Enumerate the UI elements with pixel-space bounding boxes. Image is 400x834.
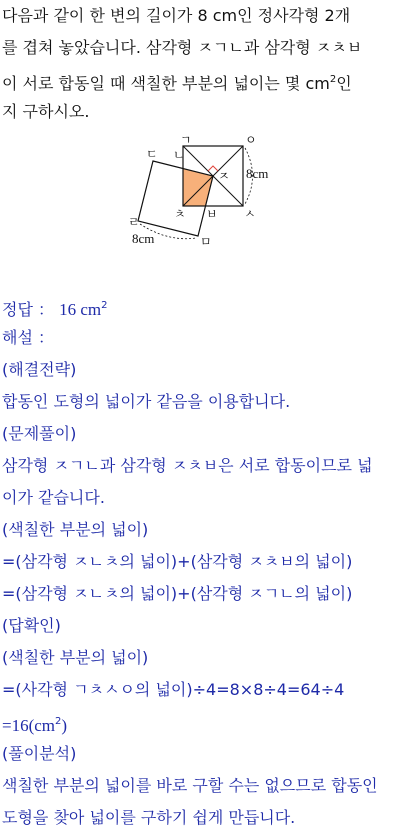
strategy-heading: (해결전략) bbox=[2, 360, 77, 379]
label-jieut: ㅈ bbox=[218, 169, 230, 183]
solution-section bbox=[2, 290, 398, 834]
equation-line-1: =(삼각형 ㅈㄴㅊ의 넓이)+(삼각형 ㅈㅊㅂ의 넓이) bbox=[2, 552, 353, 571]
problem-text bbox=[2, 0, 398, 128]
problem-line-3 bbox=[2, 64, 398, 96]
problem-line-2: 를 겹쳐 놓았습니다. 삼각형 ㅈㄱㄴ과 삼각형 ㅈㅊㅂ bbox=[2, 38, 363, 57]
analysis-heading: (풀이분석) bbox=[2, 744, 77, 763]
problem-line-3-tail: 인 bbox=[336, 74, 352, 93]
label-mieum: ㅁ bbox=[200, 235, 212, 249]
label-chieut: ㅊ bbox=[174, 207, 186, 221]
label-siot: ㅅ bbox=[244, 207, 256, 221]
equation-4-tail: ) bbox=[61, 716, 68, 735]
overlapping-squares-diagram bbox=[128, 136, 272, 250]
geometry-figure bbox=[128, 136, 272, 250]
problem-line-3-text: 이 서로 합동일 때 색칠한 부분의 넓이는 몇 cm bbox=[2, 74, 330, 93]
strategy-text: 합동인 도형의 넓이가 같음을 이용합니다. bbox=[2, 392, 291, 411]
answer-label: 정답 ： bbox=[2, 300, 54, 319]
answer-value: 16 cm bbox=[59, 300, 102, 319]
label-rieul: ㄹ bbox=[128, 215, 140, 229]
equation-line-3: =(사각형 ㄱㅊㅅㅇ의 넓이)÷4=8×8÷4=64÷4 bbox=[2, 680, 345, 699]
label-nieun: ㄴ bbox=[173, 148, 185, 162]
dimension-label-right: 8cm bbox=[246, 166, 269, 181]
answer-exponent: 2 bbox=[101, 300, 108, 311]
shaded-area-heading-1: (색칠한 부분의 넓이) bbox=[2, 520, 149, 539]
right-angle-mark bbox=[208, 166, 218, 171]
label-digeut: ㄷ bbox=[146, 147, 158, 161]
problem-line-4: 지 구하시오. bbox=[2, 102, 90, 121]
answer-line bbox=[2, 290, 398, 322]
analysis-line-2: 도형을 찾아 넓이를 구하기 쉽게 만듭니다. bbox=[2, 808, 296, 827]
label-giyeok: ㄱ bbox=[180, 136, 192, 147]
label-bieup: ㅂ bbox=[206, 207, 218, 221]
equation-4-exponent: 2 bbox=[55, 716, 62, 727]
check-heading: (답확인) bbox=[2, 616, 61, 635]
solve-line-2: 이가 같습니다. bbox=[2, 488, 105, 507]
problem-line-1: 다음과 같이 한 변의 길이가 8 cm인 정사각형 2개 bbox=[2, 6, 351, 25]
solve-line-1: 삼각형 ㅈㄱㄴ과 삼각형 ㅈㅊㅂ은 서로 합동이므로 넓 bbox=[2, 456, 373, 475]
shaded-area-heading-2: (색칠한 부분의 넓이) bbox=[2, 648, 149, 667]
solve-heading: (문제풀이) bbox=[2, 424, 77, 443]
equation-line-2: =(삼각형 ㅈㄴㅊ의 넓이)+(삼각형 ㅈㄱㄴ의 넓이) bbox=[2, 584, 353, 603]
explanation-label: 해설 ： bbox=[2, 328, 54, 347]
label-ieung: ㅇ bbox=[245, 136, 257, 147]
analysis-line-1: 색칠한 부분의 넓이를 바로 구할 수는 없으므로 합동인 bbox=[2, 776, 378, 795]
equation-line-4 bbox=[2, 706, 398, 738]
dimension-label-bottom: 8cm bbox=[132, 231, 155, 246]
equation-4-text: =16(cm bbox=[2, 716, 56, 735]
problem-unit-exponent: 2 bbox=[329, 74, 337, 85]
